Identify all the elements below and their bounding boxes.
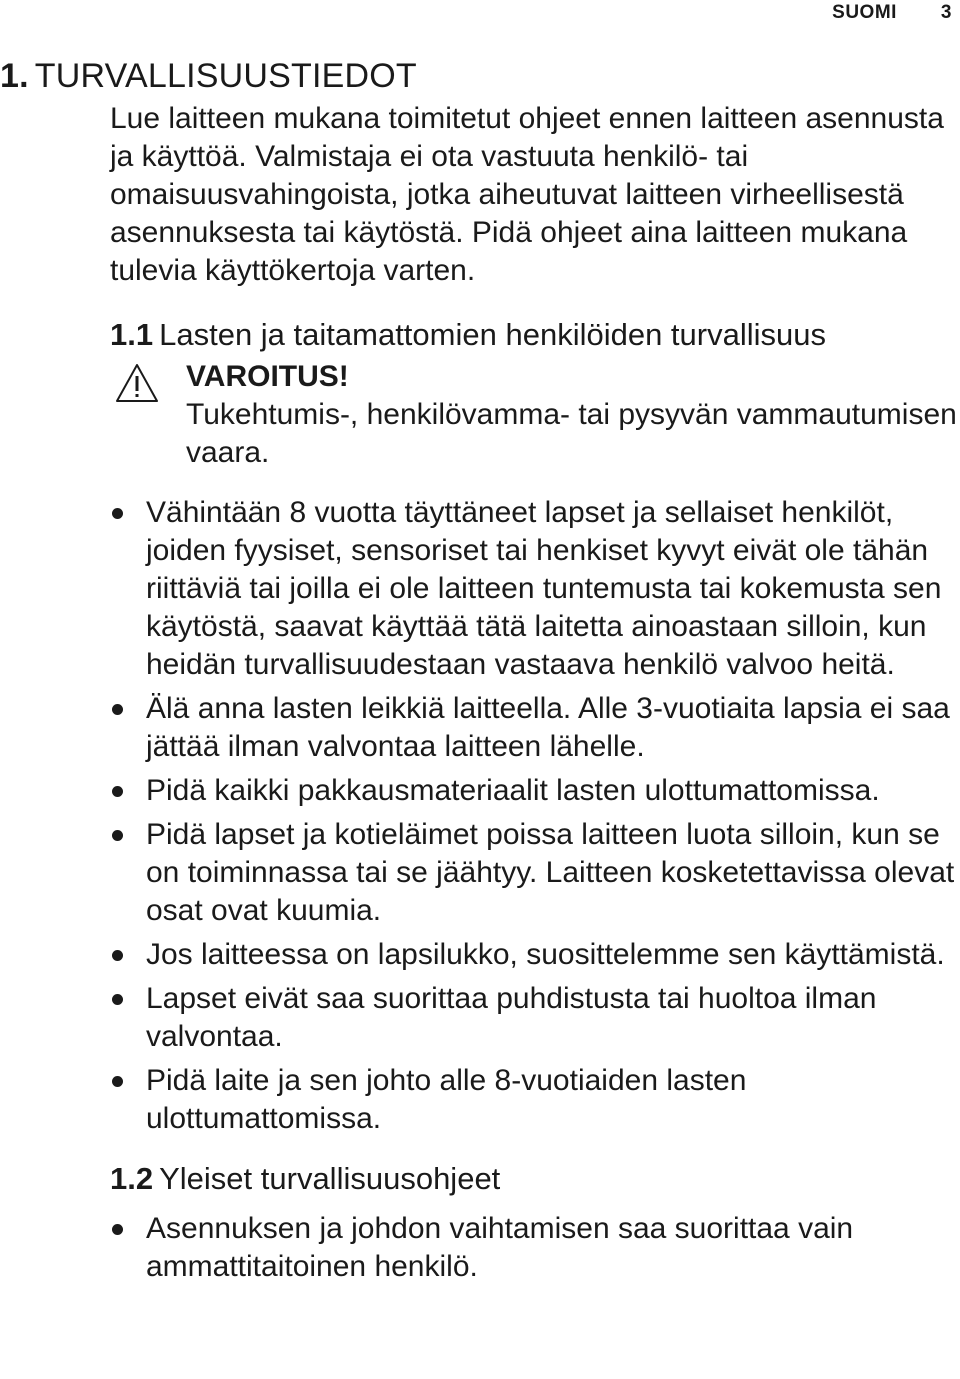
list-item: Pidä laite ja sen johto alle 8-vuotiaiden lasten ulottumattomissa. [110,1062,958,1138]
warning-title: VAROITUS! [186,360,349,393]
subsection-number: 1.1 [110,317,154,352]
page-header [832,2,952,24]
list-item: Vähintään 8 vuotta täyttäneet lapset ja sellaiset henkilöt, joiden fyysiset, sensoriset tai henkiset kyvyt eivät ole tähän riittäviä tai joilla ei ole laitteen tuntemusta tai kokemusta sen käytöstä, saavat käyttää tätä laitetta ainoastaan silloin, kun heidän turvallisuudestaan vastaava henkilö valvoo heitä. [110,494,958,684]
page-number: 3 [940,2,952,23]
safety-list-general [110,1210,958,1286]
subsection-heading-1-2 [110,1160,958,1198]
list-item: Lapset eivät saa suorittaa puhdistusta tai huoltoa ilman valvontaa. [110,980,958,1056]
section-title: TURVALLISUUSTIEDOT [34,56,417,95]
intro-paragraph: Lue laitteen mukana toimitetut ohjeet ennen laitteen asennusta ja käyttöä. Valmistaja ei ota vastuuta henkilö- tai omaisuusvahingoista, jotka aiheutuvat laitteen virheellisestä asennuksesta tai käytöstä. Pidä ohjeet aina laitteen mukana tulevia käyttökertoja varten. [110,102,944,287]
subsection-title: Lasten ja taitamattomien henkilöiden turvallisuus [159,317,826,352]
page-content [110,100,958,1292]
language-label: SUOMI [832,2,897,23]
section-heading [0,57,417,96]
warning-text: Tukehtumis-, henkilövamma- tai pysyvän vammautumisen vaara. [186,398,957,469]
list-item: Pidä kaikki pakkausmateriaalit lasten ulottumattomissa. [110,772,958,810]
list-item: Älä anna lasten leikkiä laitteella. Alle 3-vuotiaita lapsia ei saa jättää ilman valvontaa laitteen lähelle. [110,690,958,766]
subsection-number: 1.2 [110,1161,154,1196]
safety-list-children [110,494,958,1138]
subsection-title: Yleiset turvallisuusohjeet [159,1161,501,1196]
warning-triangle-icon [114,362,160,404]
warning-block [110,358,958,472]
list-item: Asennuksen ja johdon vaihtamisen saa suorittaa vain ammattitaitoinen henkilö. [110,1210,958,1286]
list-item: Jos laitteessa on lapsilukko, suosittelemme sen käyttämistä. [110,936,958,974]
list-item: Pidä lapset ja kotieläimet poissa laitteen luota silloin, kun se on toiminnassa tai se jäähtyy. Laitteen kosketettavissa olevat osat ovat kuumia. [110,816,958,930]
section-number: 1. [0,56,29,95]
subsection-heading-1-1 [110,316,958,354]
